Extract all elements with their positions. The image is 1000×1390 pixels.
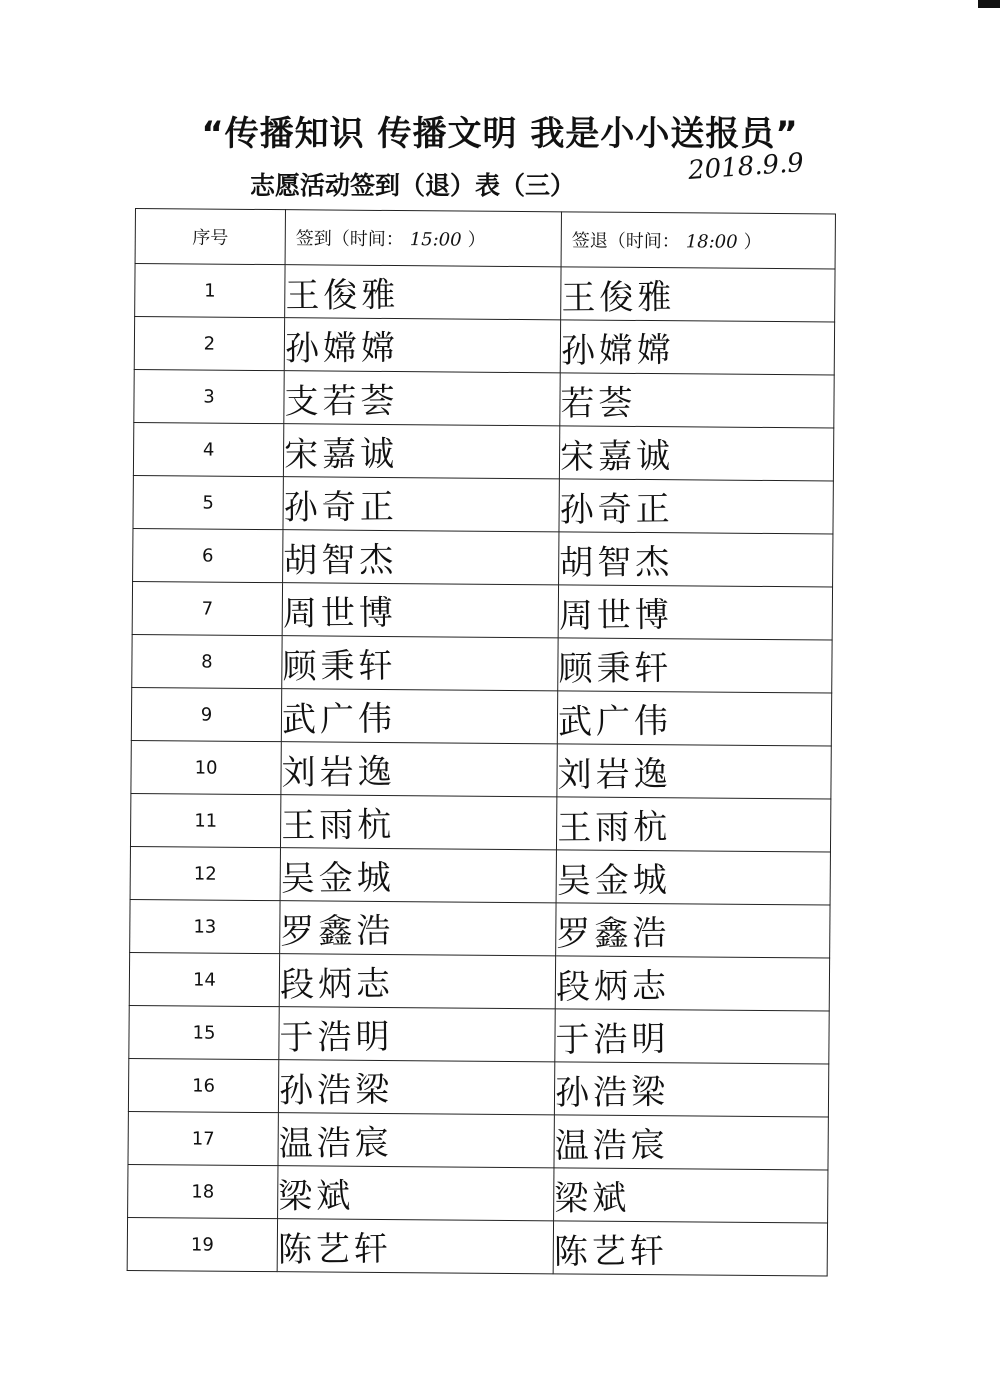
table-row	[128, 1058, 828, 1116]
sign-out-signature	[555, 956, 829, 1011]
sign-out-signature	[556, 850, 830, 905]
sign-out-name: 罗鑫浩	[556, 912, 671, 954]
sign-out-signature	[556, 903, 830, 958]
sign-in-table	[127, 208, 836, 1276]
sign-out-name: 胡智杰	[559, 541, 674, 583]
handwritten-date: 2018.9.9	[687, 147, 805, 187]
sign-in-signature	[277, 1219, 553, 1274]
row-number: 11	[130, 793, 280, 847]
sign-out-name: 温浩宸	[554, 1124, 669, 1166]
row-number: 1	[135, 264, 285, 318]
sign-in-signature	[280, 795, 556, 850]
table-row	[135, 264, 835, 322]
table-row	[130, 846, 830, 904]
sign-in-name: 孙奇正	[283, 486, 398, 528]
header-sign-in-label: 签到（时间：	[295, 228, 404, 251]
sign-in-signature	[284, 318, 560, 373]
table-row	[128, 1164, 828, 1222]
sign-in-signature	[278, 1060, 554, 1115]
table-row	[129, 1005, 829, 1063]
sign-in-signature	[278, 1166, 554, 1221]
sign-in-name: 刘岩逸	[281, 751, 396, 793]
sign-out-signature	[553, 1221, 827, 1276]
sign-in-signature	[279, 954, 555, 1009]
header-sign-out-time: 18:00	[685, 231, 738, 253]
scan-corner-mark	[978, 0, 1000, 8]
sign-in-name: 陈艺轩	[277, 1228, 393, 1270]
sign-out-name: 孙奇正	[559, 488, 674, 530]
sign-in-signature	[280, 848, 556, 903]
sign-out-signature	[559, 532, 833, 587]
row-number: 16	[128, 1058, 278, 1112]
row-number: 9	[131, 687, 281, 741]
row-number: 8	[132, 634, 282, 688]
sign-out-signature	[554, 1062, 828, 1117]
sign-in-signature	[283, 477, 559, 532]
sign-out-name: 王雨杭	[557, 806, 672, 848]
header-sign-in-suffix: ）	[467, 229, 486, 251]
sign-in-name: 吴金城	[280, 857, 395, 899]
sign-in-signature	[281, 689, 557, 744]
sign-in-signature	[282, 636, 558, 691]
table-row	[133, 422, 833, 480]
sign-out-name: 孙嫦嫦	[560, 329, 676, 371]
sign-out-name: 于浩明	[555, 1018, 670, 1060]
table-row	[128, 1111, 828, 1169]
row-number: 6	[133, 528, 283, 582]
sign-out-name: 若荟	[560, 382, 637, 424]
sign-out-signature	[557, 744, 831, 799]
table-row	[134, 369, 834, 427]
page-title: “传播知识 传播文明 我是小小送报员”	[201, 114, 799, 154]
sign-in-name: 温浩宸	[278, 1122, 393, 1164]
table-row	[127, 1217, 827, 1275]
sign-out-name: 周世博	[558, 594, 674, 636]
row-number: 4	[133, 422, 283, 476]
table-row	[133, 528, 833, 586]
sign-in-name: 孙浩梁	[278, 1069, 394, 1111]
row-number: 14	[129, 952, 279, 1006]
sign-out-signature	[560, 320, 834, 375]
table-row	[132, 581, 832, 639]
header-sign-out-suffix: ）	[743, 231, 762, 253]
sign-in-name: 胡智杰	[283, 539, 398, 581]
header-sign-out	[561, 212, 835, 269]
row-number: 19	[127, 1217, 277, 1271]
row-number: 18	[128, 1164, 278, 1218]
sign-out-name: 刘岩逸	[557, 753, 672, 795]
sign-out-signature	[559, 426, 833, 481]
sign-in-signature	[285, 265, 561, 320]
table-row	[132, 634, 832, 692]
sign-out-signature	[555, 1009, 829, 1064]
sign-in-signature	[284, 371, 560, 426]
sign-out-signature	[558, 585, 832, 640]
row-number: 15	[129, 1005, 279, 1059]
row-number: 7	[132, 581, 282, 635]
sign-in-name: 于浩明	[279, 1016, 394, 1058]
sign-in-name: 王雨杭	[281, 804, 396, 846]
sign-out-signature	[561, 267, 835, 322]
sign-in-name: 段炳志	[279, 963, 395, 1005]
row-number: 5	[133, 475, 283, 529]
sign-out-name: 顾秉轩	[558, 647, 673, 689]
page-subtitle: 志愿活动签到（退）表（三）	[250, 171, 576, 200]
sign-in-name: 孙嫦嫦	[284, 327, 400, 369]
header-sign-out-label: 签退（时间：	[571, 230, 680, 253]
table-header-row	[135, 209, 835, 269]
sign-out-name: 吴金城	[556, 859, 671, 901]
table-row	[131, 740, 831, 798]
row-number: 13	[130, 899, 280, 953]
row-number: 2	[134, 317, 284, 371]
sign-in-signature	[278, 1113, 554, 1168]
sign-in-name: 顾秉轩	[282, 645, 397, 687]
sign-out-name: 孙浩梁	[554, 1071, 670, 1113]
header-no: 序号	[135, 209, 285, 265]
sign-out-signature	[556, 797, 830, 852]
sign-out-signature	[554, 1168, 828, 1223]
sign-out-signature	[554, 1115, 828, 1170]
table-row	[134, 317, 834, 375]
sign-out-name: 宋嘉诚	[559, 435, 675, 477]
sign-in-name: 宋嘉诚	[283, 433, 399, 475]
table-row	[130, 899, 830, 957]
sign-in-name: 王俊雅	[285, 274, 400, 316]
row-number: 10	[131, 740, 281, 794]
header-sign-in-time: 15:00	[409, 229, 462, 251]
sign-out-name: 王俊雅	[561, 276, 676, 318]
sign-in-signature	[282, 583, 558, 638]
sign-out-signature	[557, 691, 831, 746]
sign-in-signature	[280, 901, 556, 956]
sign-out-name: 段炳志	[555, 965, 671, 1007]
sign-in-name: 梁斌	[278, 1175, 355, 1217]
table-row	[129, 952, 829, 1010]
header-sign-in	[285, 210, 561, 267]
table-row	[131, 687, 831, 745]
sign-in-name: 周世博	[282, 592, 398, 634]
sign-in-name: 武广伟	[281, 698, 397, 740]
sign-out-signature	[558, 638, 832, 693]
sign-out-signature	[560, 373, 834, 428]
sign-out-signature	[559, 479, 833, 534]
sign-in-name: 支若荟	[284, 380, 399, 422]
sign-out-name: 梁斌	[554, 1177, 631, 1219]
sign-out-name: 武广伟	[557, 700, 673, 742]
row-number: 17	[128, 1111, 278, 1165]
table-row	[130, 793, 830, 851]
sign-out-name: 陈艺轩	[553, 1230, 669, 1272]
table-row	[133, 475, 833, 533]
sign-in-signature	[283, 424, 559, 479]
sign-in-signature	[283, 530, 559, 585]
sign-in-signature	[279, 1007, 555, 1062]
row-number: 12	[130, 846, 280, 900]
row-number: 3	[134, 369, 284, 423]
sign-in-name: 罗鑫浩	[280, 910, 395, 952]
sign-in-signature	[281, 742, 557, 797]
